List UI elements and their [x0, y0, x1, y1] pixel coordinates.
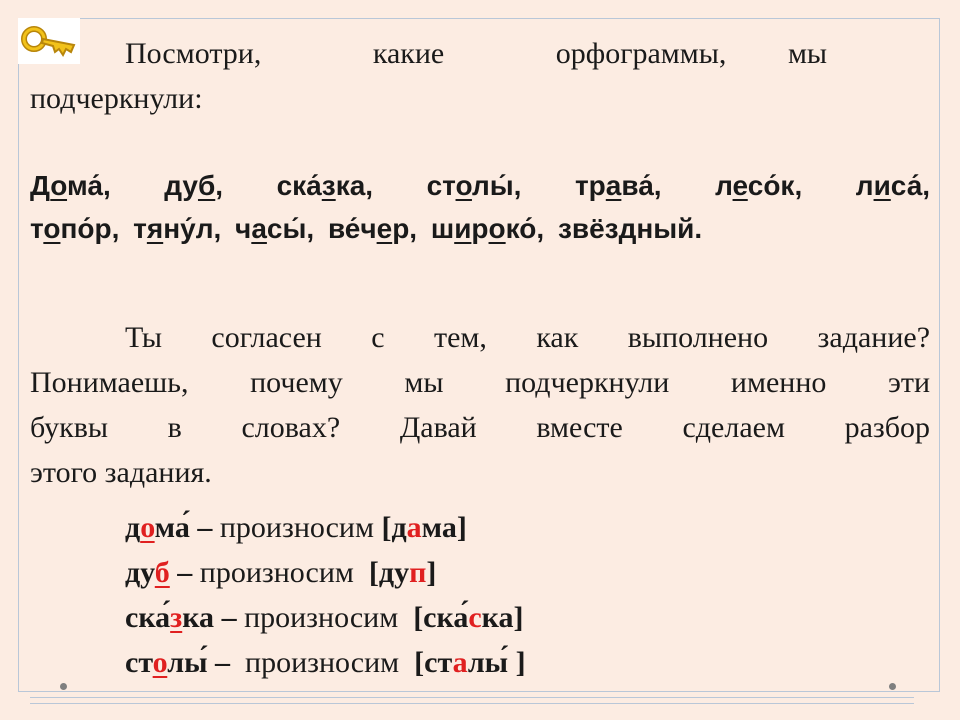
pron-row-3	[125, 640, 526, 685]
underlined-letter: о	[50, 170, 68, 201]
question-word: тем,	[433, 321, 487, 354]
corner-dot-left	[60, 683, 67, 690]
red-letter: о	[140, 511, 155, 544]
question-word: с	[371, 321, 385, 354]
red-sound: п	[409, 556, 427, 589]
underlined-letter: и	[873, 170, 891, 201]
pron-label: произносим	[199, 556, 369, 589]
word-b-2: часы́,	[235, 213, 315, 244]
red-sound: а	[452, 646, 468, 679]
red-letter: о	[152, 646, 168, 679]
question-word: Ты	[125, 321, 162, 354]
question-line-4: этого задания.	[30, 456, 212, 489]
question-word: согласен	[211, 321, 322, 354]
transcription: [сталы́ ]	[414, 646, 526, 679]
question-line-1	[30, 315, 930, 360]
underlined-letter: д	[618, 213, 637, 244]
question-word: выполнено	[627, 321, 769, 354]
question-word: задание?	[817, 321, 931, 354]
question-word: Давай	[399, 411, 477, 444]
pron-row-1	[125, 550, 526, 595]
word-b-1: тяну́л,	[133, 213, 222, 244]
pron-label: произносим	[219, 511, 382, 544]
question-word: мы	[404, 366, 444, 399]
dash: –	[189, 511, 220, 544]
question-word: в	[167, 411, 182, 444]
word-a-3: столы́,	[426, 170, 522, 201]
corner-dot-right	[889, 683, 896, 690]
question-word: как	[536, 321, 579, 354]
transcription: [дуп]	[368, 556, 437, 589]
dash: –	[214, 601, 245, 634]
question-word: разбор	[844, 411, 931, 444]
question-word: подчеркнули	[505, 366, 670, 399]
question-word: сделаем	[682, 411, 785, 444]
underlined-letter: е	[732, 170, 748, 201]
word-b-0: топо́р,	[30, 213, 120, 244]
red-sound: с	[468, 601, 482, 634]
question-word: вместе	[536, 411, 623, 444]
pron-row-0	[125, 505, 526, 550]
question-word: словах?	[241, 411, 341, 444]
pron-row-2	[125, 595, 526, 640]
question-word: эти	[888, 366, 931, 399]
words-line-1	[30, 164, 930, 207]
word-a-2: ска́зка,	[276, 170, 374, 201]
red-sound: а	[406, 511, 422, 544]
question-line-2	[30, 360, 930, 405]
underlined-letter: о	[43, 213, 61, 244]
underlined-letter: о	[488, 213, 506, 244]
word: столы́	[125, 646, 208, 679]
pronunciation-list	[125, 505, 526, 685]
word-a-0: Дома́,	[30, 170, 111, 201]
transcription: [ска́ска]	[413, 601, 524, 634]
dash: –	[169, 556, 200, 589]
pron-label: произносим	[237, 646, 415, 679]
red-letter: з	[170, 601, 183, 634]
words-line-2	[30, 207, 930, 250]
transcription: [дама]	[381, 511, 467, 544]
underlined-letter: а	[251, 213, 267, 244]
question-line-3	[30, 405, 930, 450]
word-b-3: ве́чер,	[327, 213, 418, 244]
question-word: Понимаешь,	[30, 366, 189, 399]
question-word: почему	[250, 366, 343, 399]
underlined-letter: о	[455, 170, 472, 201]
pron-label: произносим	[244, 601, 414, 634]
dash: –	[207, 646, 238, 679]
word-a-5: лесо́к,	[715, 170, 803, 201]
bottom-rule-2	[30, 703, 914, 704]
underlined-letter: и	[454, 213, 472, 244]
underlined-letter: а	[605, 170, 622, 201]
underlined-letter: б	[197, 170, 216, 201]
word-b-4: широко́,	[430, 213, 545, 244]
word-a-6: лиса́,	[855, 170, 931, 201]
word-a-4: трава́,	[574, 170, 662, 201]
question-word: буквы	[30, 411, 109, 444]
underlined-letter: з	[321, 170, 336, 201]
underlined-letter: я	[146, 213, 164, 244]
word: дуб	[125, 556, 170, 589]
intro-paragraph: Посмотри, какие орфограммы, мы подчеркнули:	[30, 37, 828, 115]
word: ска́зка	[125, 601, 215, 634]
underlined-letter: е	[376, 213, 393, 244]
bottom-rule	[30, 697, 914, 698]
word-a-1: дуб,	[164, 170, 224, 201]
question-word: именно	[730, 366, 827, 399]
red-letter: б	[154, 556, 170, 589]
word: дома́	[125, 511, 190, 544]
word-b-5: звёздный.	[557, 213, 703, 244]
